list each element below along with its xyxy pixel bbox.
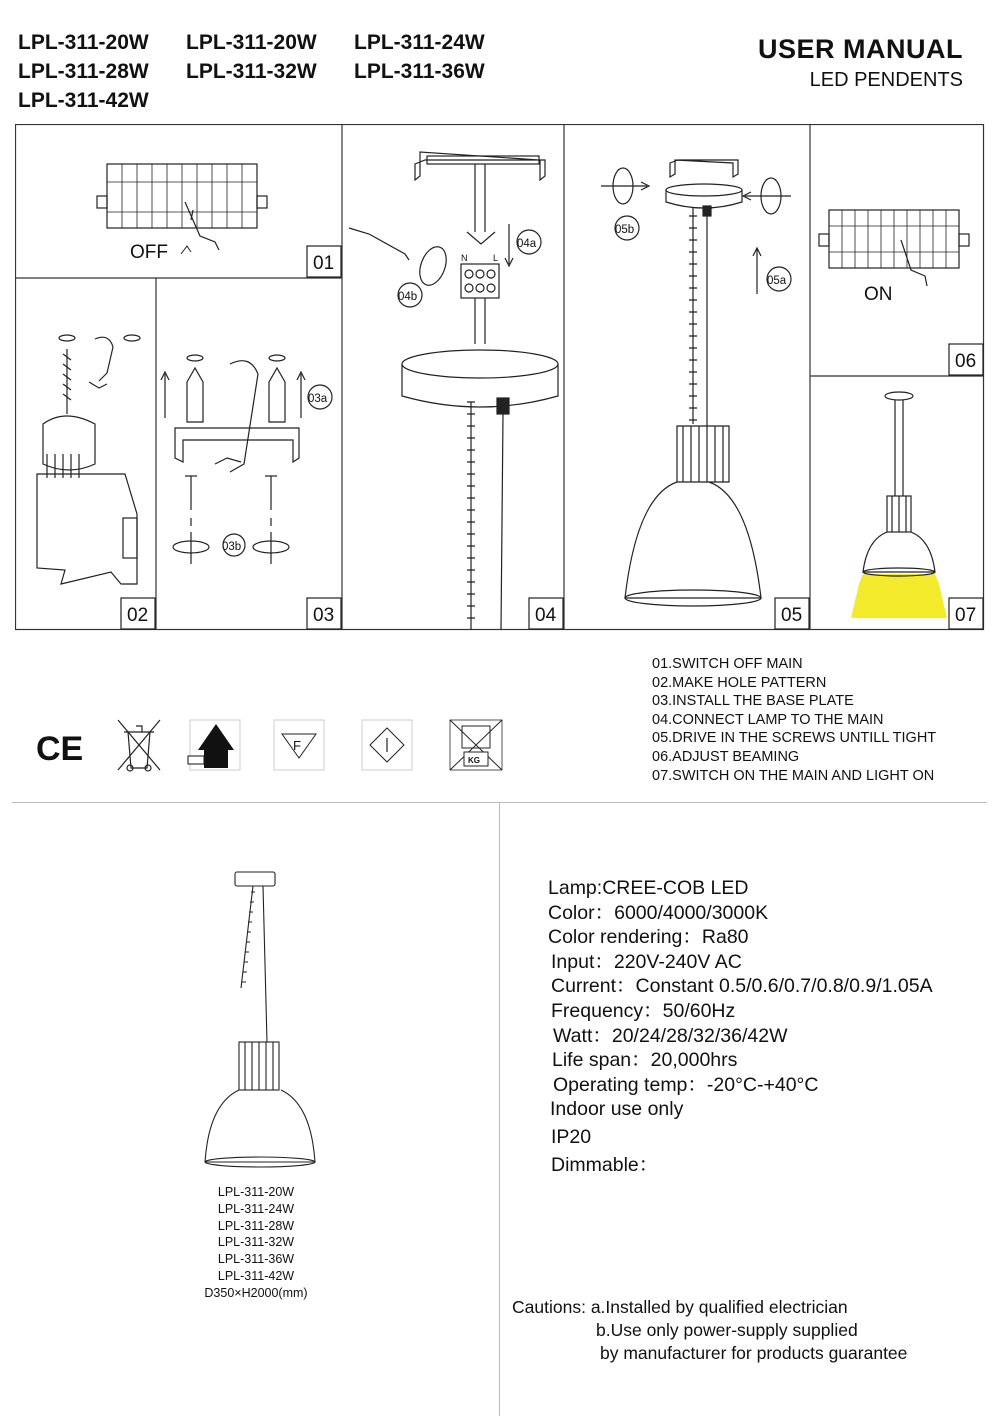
panel-01-switch-off: [97, 164, 267, 263]
panel-number: 05: [781, 605, 803, 626]
step-item: 04.CONNECT LAMP TO THE MAIN: [652, 711, 884, 728]
indoor-use-icon: [188, 720, 240, 770]
class-ii-icon: [362, 720, 412, 770]
model-code: LPL-311-24W: [354, 31, 485, 54]
step-item: 03.INSTALL THE BASE PLATE: [652, 693, 854, 710]
panel-number: 02: [127, 605, 149, 626]
caution-line-a: [512, 1296, 907, 1319]
spec-ip-rating: IP20: [551, 1125, 592, 1148]
cautions: [512, 1296, 907, 1365]
label-l: L: [493, 253, 499, 263]
model-code: LPL-311-20W: [186, 31, 317, 54]
installation-diagram: [15, 124, 985, 631]
spec-color: Color：6000/4000/3000K: [548, 901, 769, 924]
spec-frequency: Frequency：50/60Hz: [551, 999, 736, 1022]
spec-current: Current：Constant 0.5/0.6/0.7/0.8/0.9/1.05A: [551, 975, 933, 998]
panel-02-drill: [37, 335, 140, 584]
spec-dimmable: Dimmable：: [551, 1153, 659, 1176]
panel-06-adjust: [819, 210, 969, 305]
model-code: LPL-311-20W: [18, 31, 149, 54]
model-code: LPL-311-36W: [354, 60, 485, 83]
light-beam: [851, 574, 947, 618]
caution-b2: by manufacturer for products guarantee: [600, 1343, 908, 1363]
specifications: [548, 876, 933, 1177]
product-dimensions: D350×H2000(mm): [204, 1285, 308, 1300]
spec-watt: Watt：20/24/28/32/36/42W: [553, 1024, 788, 1047]
model-code: LPL-311-28W: [18, 60, 149, 83]
ce-mark-icon: [36, 730, 83, 768]
panel-number: 07: [955, 605, 977, 626]
panel-number: 04: [535, 605, 557, 626]
label-05b: 05b: [615, 224, 635, 236]
panel-number: 06: [955, 351, 977, 372]
product-model: LPL-311-36W: [217, 1252, 295, 1267]
svg-text:KG: KG: [468, 756, 480, 765]
panel-05-screws: [601, 160, 791, 606]
column-divider: [499, 803, 500, 1416]
product-model-list: [180, 1184, 332, 1302]
step-item: 06.ADJUST BEAMING: [652, 748, 800, 765]
label-n: N: [461, 253, 468, 263]
panel-03-base-plate: [161, 355, 332, 564]
label-04a: 04a: [517, 238, 537, 250]
on-label: ON: [864, 284, 893, 305]
spec-color-rendering: Color rendering：Ra80: [548, 926, 749, 949]
svg-text:F: F: [293, 738, 301, 753]
manual-subtitle: LED PENDENTS: [809, 69, 963, 91]
off-label: OFF: [130, 242, 168, 263]
model-code: LPL-311-32W: [186, 60, 317, 83]
caution-b1: b.Use only power-supply supplied: [596, 1320, 858, 1340]
product-drawing: [195, 868, 325, 1178]
product-model: LPL-311-24W: [217, 1201, 295, 1216]
caution-label: Cautions:: [512, 1297, 586, 1317]
panel-numbers: [121, 246, 983, 629]
manual-title: USER MANUAL: [758, 34, 963, 64]
spec-life-span: Life span：20,000hrs: [552, 1049, 738, 1072]
spec-operating-temp: Operating temp：-20°C-+40°C: [553, 1073, 819, 1096]
product-model: LPL-311-32W: [217, 1235, 295, 1250]
fragile-weight-icon: [450, 720, 502, 770]
manual-title-block: [758, 34, 963, 92]
step-item: 01.SWITCH OFF MAIN: [652, 656, 803, 672]
certification-icons: [32, 716, 512, 774]
svg-text:CE: CE: [36, 730, 84, 768]
panel-04-connect: [349, 152, 558, 630]
model-list: [18, 28, 522, 115]
panel-07-light-on: [851, 392, 947, 618]
installation-steps: [652, 655, 936, 785]
f-mark-icon: [274, 720, 324, 770]
panel-number: 01: [313, 253, 335, 274]
model-row: [18, 86, 522, 115]
label-03b: 03b: [222, 541, 242, 553]
model-code: LPL-311-42W: [18, 89, 149, 112]
label-04b: 04b: [398, 291, 418, 303]
product-model: LPL-311-20W: [217, 1185, 295, 1199]
spec-input: Input：220V-240V AC: [551, 950, 742, 973]
step-item: 07.SWITCH ON THE MAIN AND LIGHT ON: [652, 767, 935, 784]
panel-number: 03: [313, 605, 335, 626]
spec-lamp: Lamp:CREE-COB LED: [548, 877, 749, 899]
step-item: 02.MAKE HOLE PATTERN: [652, 674, 827, 691]
caution-a: a.Installed by qualified electrician: [590, 1297, 848, 1317]
model-row: [18, 57, 522, 86]
weee-bin-icon: [118, 720, 160, 771]
label-03a: 03a: [308, 393, 328, 405]
spec-indoor: Indoor use only: [550, 1098, 684, 1121]
model-row: [18, 28, 522, 57]
product-model: LPL-311-42W: [217, 1268, 295, 1283]
step-item: 05.DRIVE IN THE SCREWS UNTILL TIGHT: [652, 730, 937, 747]
label-05a: 05a: [767, 275, 787, 287]
product-model: LPL-311-28W: [217, 1218, 295, 1233]
